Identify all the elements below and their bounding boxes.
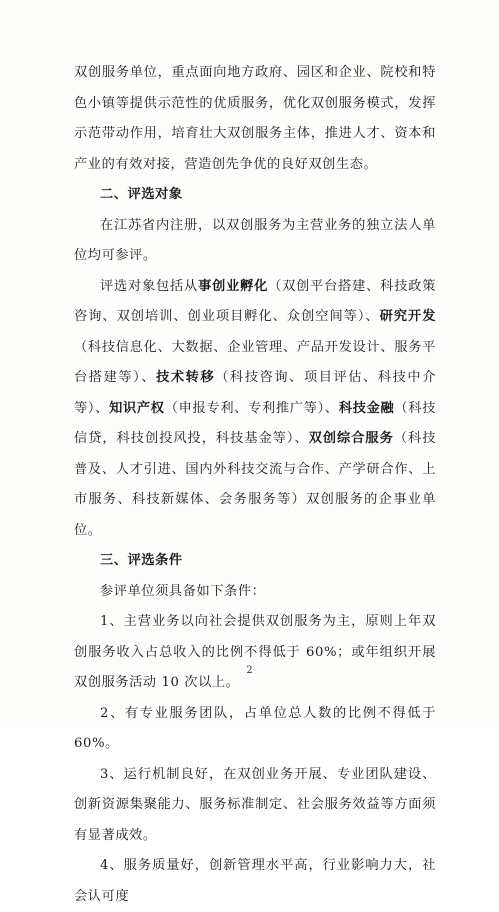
bold-term-incubation: 事创业孵化 bbox=[198, 278, 269, 294]
paragraph-evaluation-scope bbox=[74, 272, 436, 547]
bold-term-comprehensive: 双创综合服务 bbox=[308, 431, 394, 446]
section-heading-evaluation-target: 二、评选对象 bbox=[100, 187, 183, 202]
criterion-3: 3、运行机制良好，在双创业务开展、专业团队建设、创新资源集聚能力、服务标准制定、社会服务效益等方面须有显著成效。 bbox=[74, 766, 436, 843]
criterion-2: 2、有专业服务团队，占单位总人数的比例不得低于 60%。 bbox=[74, 705, 436, 751]
text-span: （科技普及、人才引进、国内外科技交流与合作、产学研合作、上市服务、科技新媒体、会务服务等）双创服务的企事业单位。 bbox=[74, 431, 436, 538]
text-span: 评选对象包括从 bbox=[100, 278, 199, 294]
text-span: （科技咨询、项目评估、科技中介等）、 bbox=[74, 370, 437, 416]
document-body bbox=[74, 58, 436, 912]
paragraph-eligibility: 在江苏省内注册，以双创服务为主营业务的独立法人单位均可参评。 bbox=[74, 217, 436, 263]
paragraph-requirements-intro: 参评单位须具备如下条件： bbox=[100, 583, 266, 599]
text-span: （科技信贷，科技创投风投，科技基金等）、 bbox=[74, 400, 437, 446]
bold-term-rnd: 研究开发 bbox=[379, 309, 436, 324]
text-span: （双创平台搭建、科技政策咨询、双创培训、创业项目孵化、众创空间等）、 bbox=[74, 278, 436, 324]
text-span: （科技信息化、大数据、企业管理、产品开发设计、服务平台搭建等）、 bbox=[74, 339, 436, 385]
section-heading-criteria: 三、评选条件 bbox=[100, 553, 183, 568]
page-number: 2 bbox=[246, 665, 253, 676]
criterion-1: 1、主营业务以向社会提供双创服务为主，原则上年双创服务收入占总收入的比例不得低于 60%；或年组织开展双创服务活动 10 次以上。 bbox=[74, 614, 436, 690]
paragraph-intro: 双创服务单位，重点面向地方政府、园区和企业、院校和特色小镇等提供示范性的优质服务，优化双创服务模式，发挥示范带动作用，培育壮大双创服务主体，推进人才、资本和产业的有效对接，营造创先争优的良好双创生态。 bbox=[74, 65, 436, 172]
text-span: （申报专利、专利推广等）、 bbox=[164, 400, 339, 416]
bold-term-tech-finance: 科技金融 bbox=[338, 400, 395, 416]
bold-term-ip: 知识产权 bbox=[109, 400, 165, 416]
criterion-4: 4、服务质量好，创新管理水平高，行业影响力大，社会认可度 bbox=[74, 858, 436, 904]
bold-term-tech-transfer: 技术转移 bbox=[156, 370, 216, 385]
